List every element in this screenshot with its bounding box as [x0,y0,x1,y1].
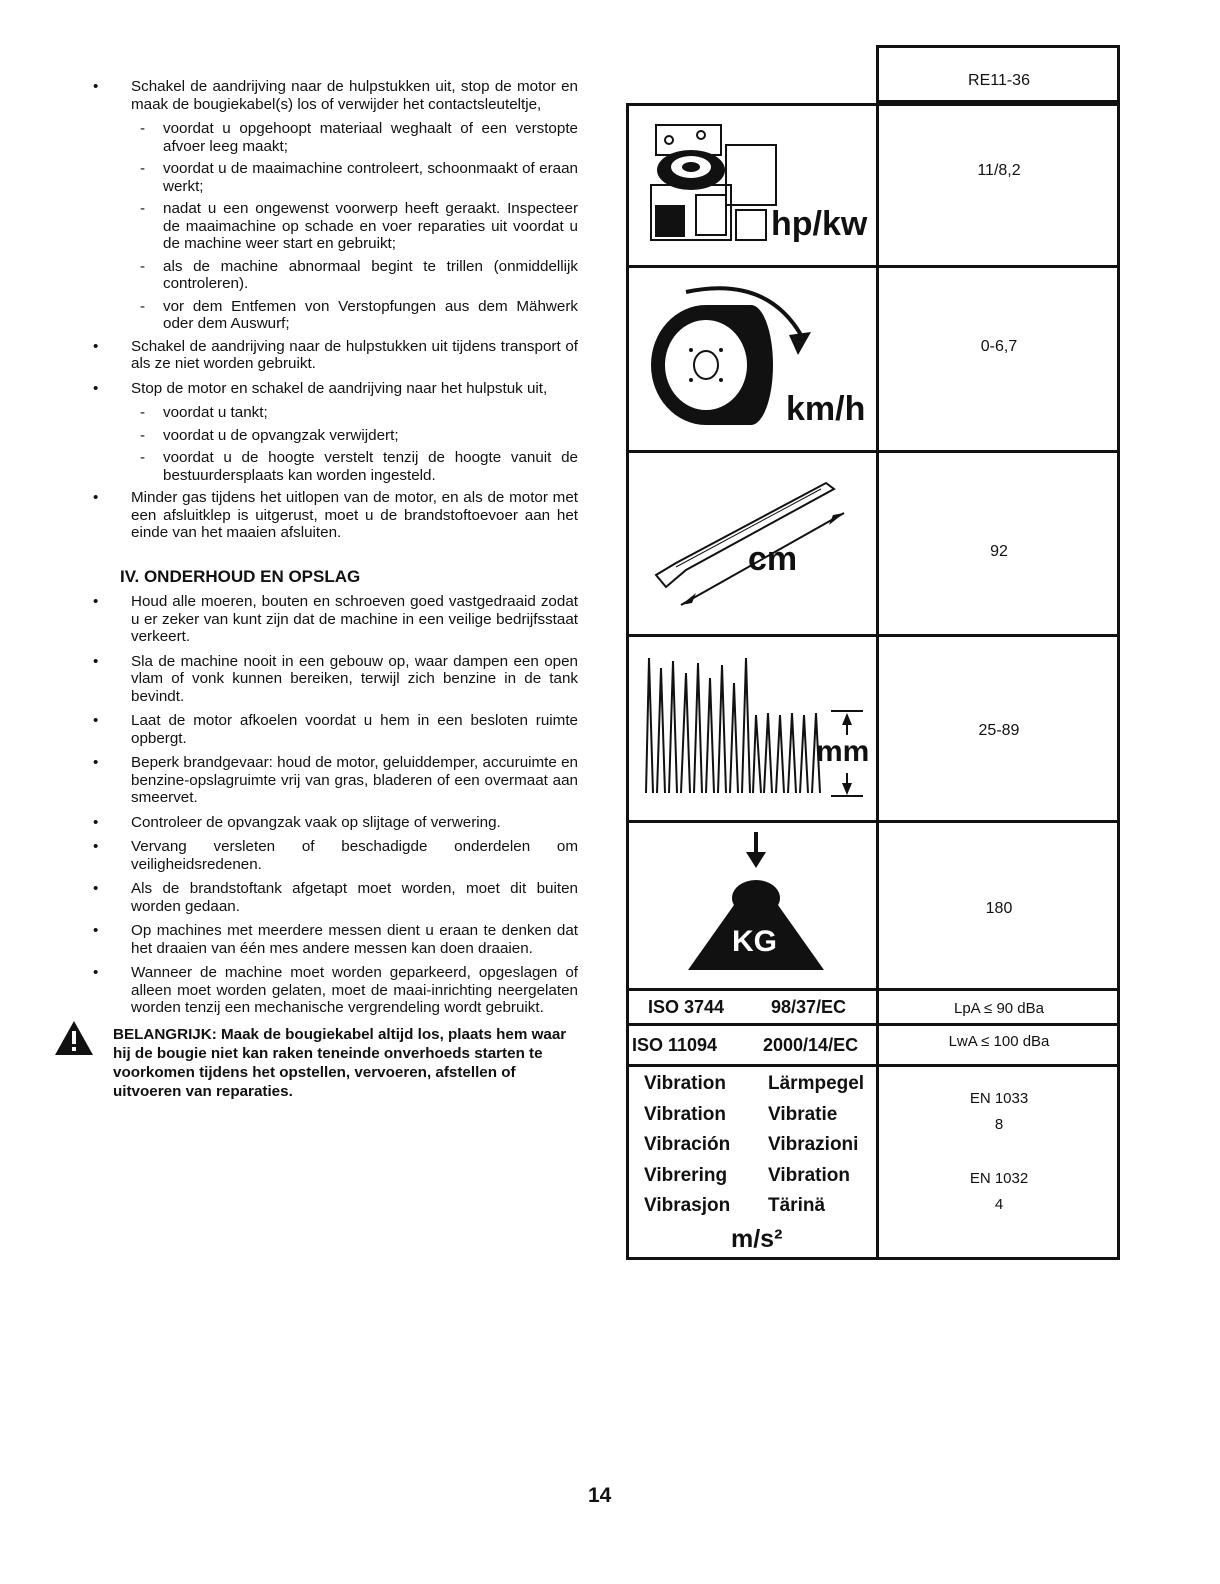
sub-item: - voordat u tankt; [93,404,578,422]
warning-icon [53,1019,95,1057]
vibration-value-2: 4 [994,1196,1004,1213]
cutting-width-value: 92 [990,543,1008,560]
cutting-height-value: 25-89 [978,722,1020,739]
bullet-item: • Beperk brandgevaar: houd de motor, geluiddemper, accuruimte en benzine-opslagruimte vrij van gras, bladeren of een overmaat aan smeervet. [93,754,578,807]
row-divider [626,988,1120,991]
spec-table [626,45,1120,1260]
bullet-item: • Als de brandstoftank afgetapt moet worden, moet dit buiten worden gedaan. [93,880,578,915]
speed-value: 0-6,7 [980,338,1018,355]
page-number: 14 [588,1484,612,1507]
row-divider [626,820,1120,823]
bullet-item: • Op machines met meerdere messen dient u eraan te denken dat het draaien van één mes andere messen kan doen draaien. [93,922,578,957]
row-divider [626,1023,1120,1026]
iso-standard: ISO 11094 [632,1035,718,1055]
sub-item: - voordat u opgehoopt materiaal weghaalt of een verstopte afvoer leeg maakt; [93,120,578,155]
sub-item: - voordat u de maaimachine controleert, schoonmaakt of eraan werkt; [93,160,578,195]
grass-height-icon [641,653,881,803]
bullet-item: • Stop de motor en schakel de aandrijving naar het hulpstuk uit, [93,380,578,398]
sub-item: - vor dem Entfemen von Verstopfungen aus dem Mähwerk oder dem Auswurf; [93,298,578,333]
vibration-standard-2: EN 1032 [969,1170,1029,1187]
bullet-item: • Controleer de opvangzak vaak op slijtage of verwering. [93,814,578,832]
bullet-list-1 [93,78,578,542]
power-value: 11/8,2 [977,162,1021,179]
unit-label: cm [748,540,798,578]
bullet-item: • Wanneer de machine moet worden geparkeerd, opgeslagen of alleen moet worden gelaten, moet de maai-inrichting neergelaten worden tenzij een mechanische vergrendeling wordt gebruikt. [93,964,578,1017]
sub-item: - als de machine abnormaal begint te trillen (onmiddellijk controleren). [93,258,578,293]
bullet-item: • Minder gas tijdens het uitlopen van de motor, en als de motor met een afsluitklep is uitgerust, moet u de brandstoftoevoer aan het einde van het maaien afsluiten. [93,489,578,542]
vibration-labels: Vibration Lärmpegel Vibration Vibratie Vibración Vibrazioni Vibrering Vibration Vibrasjon Tärinä [644,1073,865,1216]
vibration-value-1: 8 [994,1116,1004,1133]
bullet-item: • Houd alle moeren, bouten en schroeven goed vastgedraaid zodat u er zeker van kunt zijn dat de machine in een veilige bedrijfsstaat verkeert. [93,593,578,646]
row-divider [626,450,1120,453]
weight-value: 180 [985,900,1013,917]
model-cell: RE11-36 [876,45,1120,103]
warning-note [93,1025,578,1101]
unit-label: mm [816,735,870,768]
bullet-item: • Vervang versleten of beschadigde onderdelen om veiligheidsredenen. [93,838,578,873]
unit-label: hp/kw [771,205,868,243]
sound-pressure-value: LpA ≤ 90 dBa [954,1000,1044,1017]
vibration-standard-1: EN 1033 [969,1090,1029,1107]
warning-text: BELANGRIJK: Maak de bougiekabel altijd los, plaats hem waar hij de bougie niet kan raken teneinde onverhoeds starten te voorkomen tijdens het opstellen, vervoeren, afstellen of uitvoeren van reparaties. [113,1025,567,1100]
unit-label: km/h [786,390,866,428]
bullet-item: • Sla de machine nooit in een gebouw op, waar dampen een open vlam of vonk kunnen bereiken, terwijl zich benzine in de tank bevindt. [93,653,578,706]
sound-power-value: LwA ≤ 100 dBa [948,1033,1050,1050]
sub-item: - voordat u de hoogte verstelt tenzij de hoogte vanuit de bestuurdersplaats kan worden ingesteld. [93,449,578,484]
vibration-unit: m/s² [731,1225,783,1253]
bullet-item: • Schakel de aandrijving naar de hulpstukken uit, stop de motor en maak de bougiekabel(s) los of verwijder het contactsleuteltje, [93,78,578,113]
iso-directive: 2000/14/EC [763,1035,859,1055]
bullet-list-2 [93,593,578,1017]
iso-directive: 98/37/EC [771,997,847,1017]
bullet-item: • Schakel de aandrijving naar de hulpstukken uit tijdens transport of als ze niet worden gebruikt. [93,338,578,373]
row-divider [626,1064,1120,1067]
unit-label: KG [732,925,777,958]
section-title: IV. ONDERHOUD EN OPSLAG [120,566,361,586]
sub-item: - nadat u een ongewenst voorwerp heeft geraakt. Inspecteer de maaimachine op schade en voer reparaties uit voordat u de machine weer start en gebruikt; [93,200,578,253]
sub-item: - voordat u de opvangzak verwijdert; [93,427,578,445]
iso-standard: ISO 3744 [648,997,725,1017]
safety-text-column [93,78,578,1101]
row-divider [626,265,1120,268]
row-divider [626,634,1120,637]
bullet-item: • Laat de motor afkoelen voordat u hem in een besloten ruimte opbergt. [93,712,578,747]
